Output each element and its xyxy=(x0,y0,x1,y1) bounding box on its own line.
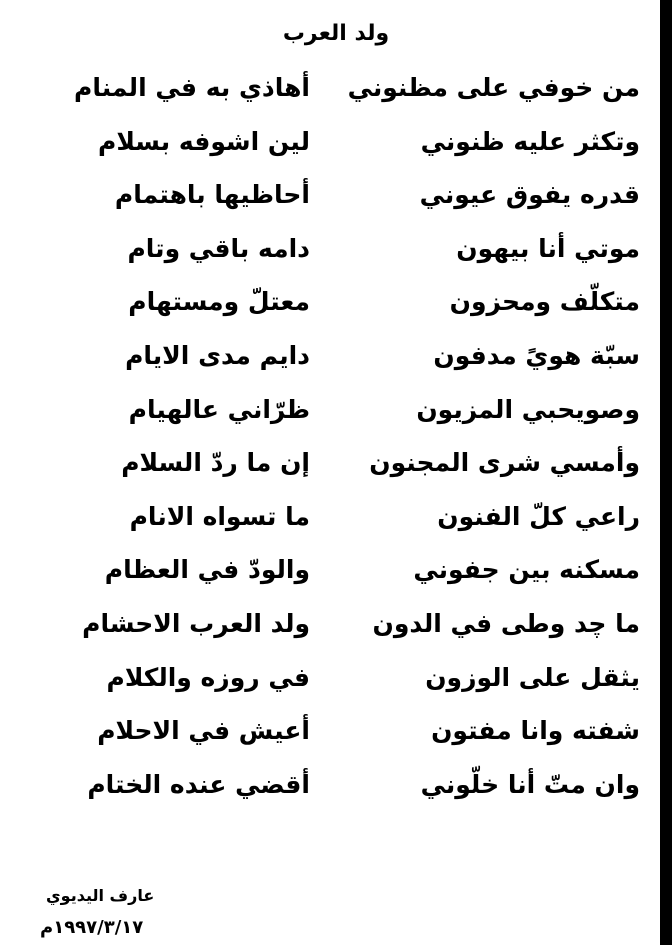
poem-title: ولد العرب xyxy=(282,21,390,46)
verse-10-second-hemistich: والودّ في العظام xyxy=(104,555,310,585)
verse-10-first-hemistich: مسكنه بين جفوني xyxy=(413,555,640,585)
verse-12 xyxy=(30,658,640,712)
verse-1-second-hemistich: أهاذي به في المنام xyxy=(74,73,310,102)
verse-14-second-hemistich: أقضي عنده الختام xyxy=(87,769,310,799)
verse-14-first-hemistich: وان متّ أنا خلّوني xyxy=(420,769,640,799)
verse-7-first-hemistich: وصويحبي المزيون xyxy=(416,394,640,424)
verse-5 xyxy=(30,282,640,336)
verse-9 xyxy=(30,497,640,551)
verse-6-second-hemistich: دايم مدى الايام xyxy=(125,340,310,370)
verse-7 xyxy=(30,390,640,444)
verse-12-first-hemistich: يثقل على الوزون xyxy=(425,662,640,692)
verse-11 xyxy=(30,604,640,658)
verse-6-first-hemistich: سبّة هويً مدفون xyxy=(433,340,640,370)
verse-4 xyxy=(30,229,640,283)
verse-8-second-hemistich: إن ما ردّ السلام xyxy=(121,448,310,478)
verse-1 xyxy=(30,68,640,122)
verse-3-second-hemistich: أحاظيها باهتمام xyxy=(114,180,310,210)
verse-4-second-hemistich: دامه باقي وتام xyxy=(127,233,310,263)
verse-2 xyxy=(30,122,640,176)
verse-13-second-hemistich: أعيش في الاحلام xyxy=(97,716,310,746)
verse-12-second-hemistich: في روزه والكلام xyxy=(106,662,310,692)
verse-5-second-hemistich: معتلّ ومستهام xyxy=(128,287,310,317)
poem-date: ١٩٩٧/٣/١٧م xyxy=(40,917,144,938)
verse-3-first-hemistich: قدره يفوق عيوني xyxy=(419,180,640,210)
verse-6 xyxy=(30,336,640,390)
verse-9-first-hemistich: راعي كلّ الفنون xyxy=(437,501,640,531)
verse-11-first-hemistich: ما چد وطى في الدون xyxy=(372,608,640,638)
verse-1-first-hemistich: من خوفي على مظنوني xyxy=(347,73,640,102)
verse-10 xyxy=(30,550,640,604)
verse-13-first-hemistich: شفته وانا مفتون xyxy=(431,716,640,746)
verse-13 xyxy=(30,711,640,765)
verse-7-second-hemistich: ظرّاني عالهيام xyxy=(128,394,310,424)
poem-body xyxy=(30,68,640,818)
page-edge xyxy=(660,0,672,945)
verse-9-second-hemistich: ما تسواه الانام xyxy=(129,501,310,531)
verse-2-first-hemistich: وتكثر عليه ظنوني xyxy=(420,126,640,156)
verse-8-first-hemistich: وأمسي شرى المجنون xyxy=(369,448,640,478)
verse-5-first-hemistich: متكلّف ومحزون xyxy=(449,287,640,317)
verse-4-first-hemistich: موتي أنا بيهون xyxy=(456,233,640,263)
author-name: عارف اليديوي xyxy=(46,886,155,905)
verse-8 xyxy=(30,443,640,497)
verse-2-second-hemistich: لين اشوفه بسلام xyxy=(98,126,310,156)
verse-11-second-hemistich: ولد العرب الاحشام xyxy=(82,608,310,638)
verse-3 xyxy=(30,175,640,229)
verse-14 xyxy=(30,765,640,819)
